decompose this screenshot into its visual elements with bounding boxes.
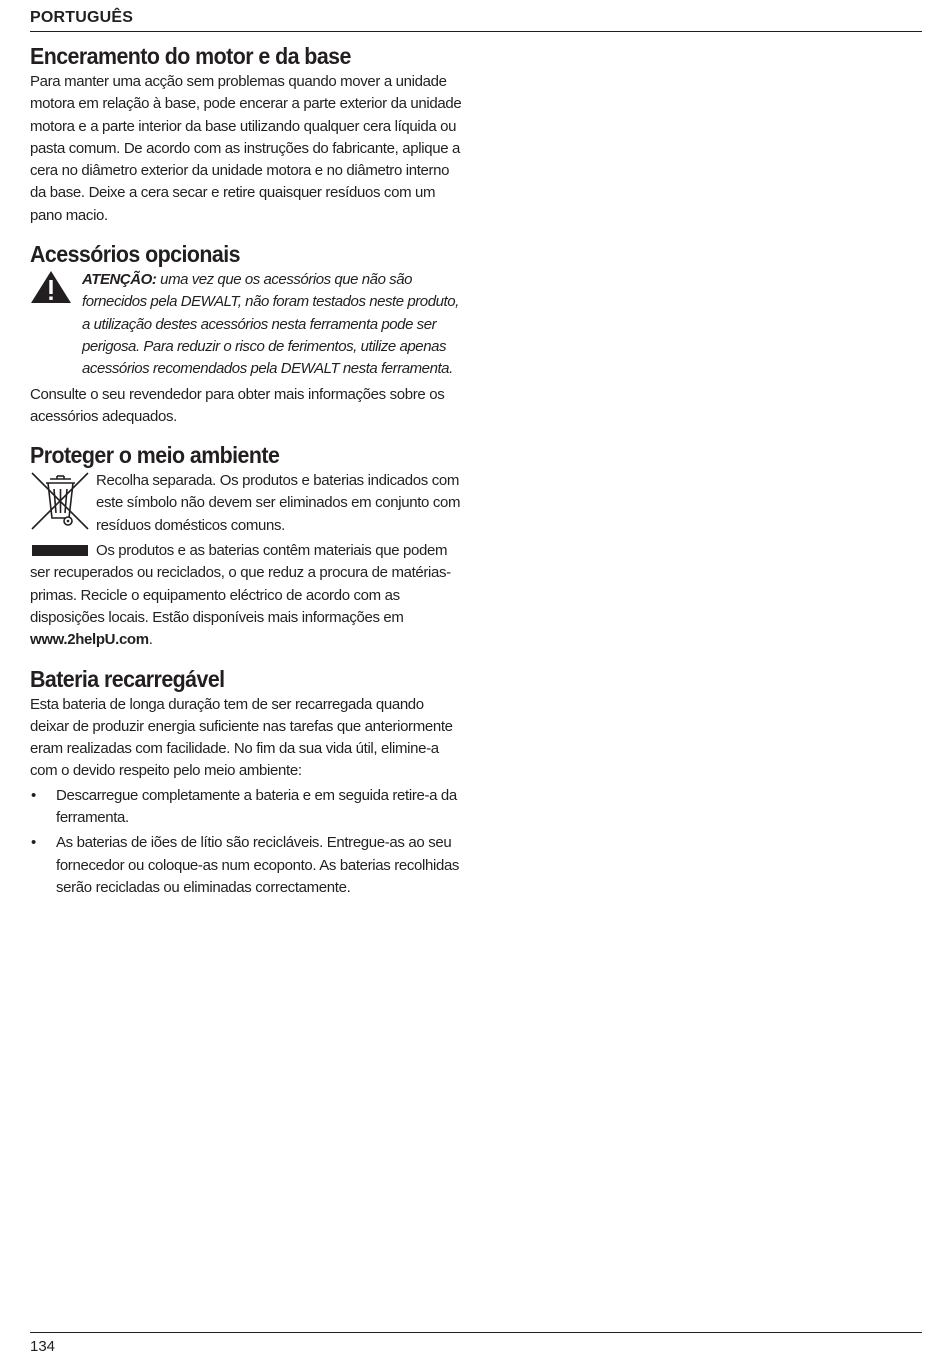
section-battery <box>30 664 462 900</box>
accessories-body: Consulte o seu revendedor para obter mais informações sobre os acessórios adequados. <box>30 385 445 425</box>
recycling-text: Os produtos e as baterias contêm materiais que podem ser recuperados ou reciclados, o que reduz a procura de matérias-primas. Recicle o equipamento eléctrico de acordo com as disposições locais. Estão disponíveis mais informações em <box>30 542 451 626</box>
section-environment <box>30 440 462 651</box>
crossed-out-wheelie-bin-icon <box>30 471 90 531</box>
separate-collection-text: Recolha separada. Os produtos e baterias indicados com este símbolo não devem ser eliminados em conjunto com resíduos domésticos comuns. <box>96 472 461 534</box>
section-title-waxing: Enceramento do motor e da base <box>30 43 351 69</box>
page-number: 134 <box>30 1338 56 1355</box>
section-title-environment: Proteger o meio ambiente <box>30 442 280 469</box>
bullet-mark: • <box>31 834 36 852</box>
battery-body: Esta bateria de longa duração tem de ser recarregada quando deixar de produzir energia suficiente nas tarefas que anteriormente eram realizadas com facilidade. No fim da sua vida útil, elimine-a com o devido respeito pelo meio ambiente: <box>30 695 453 780</box>
weee-bar-icon <box>32 545 88 556</box>
waxing-body: Para manter uma acção sem problemas quando mover a unidade motora em relação à base, pode encerar a parte exterior da unidade motora e a parte interior da base utilizando qualquer cera líquida ou pasta comum. De acordo com as instruções do fabricante, aplique a cera no diâmetro exterior da unidade motora e no diâmetro interno da base. Deixe a cera secar e retire quaisquer resíduos com um pano macio. <box>30 73 462 224</box>
section-title-accessories: Acessórios opcionais <box>30 241 240 268</box>
list-item-text: As baterias de iões de lítio são recicláveis. Entregue-as ao seu fornecedor ou coloque-as num ecoponto. As baterias recolhidas serão recicladas ou eliminadas correctamente. <box>56 834 460 896</box>
list-item <box>30 832 462 899</box>
warning-text: uma vez que os acessórios que não são fornecidos pela DEWALT, não foram testados neste produto, a utilização destes acessórios nesta ferramenta pode ser perigosa. Para reduzir o risco de ferimentos, utilize apenas acessórios recomendados pela DEWALT nesta ferramenta. <box>82 271 459 378</box>
warning-triangle-icon <box>30 270 72 304</box>
warning-block <box>30 269 462 380</box>
footer-rule <box>30 1332 922 1333</box>
help-link[interactable]: www.2helpU.com <box>30 631 149 649</box>
content-column <box>30 41 462 902</box>
warning-text-block <box>82 269 462 380</box>
bullet-mark: • <box>31 786 36 804</box>
section-accessories <box>30 239 462 428</box>
header-rule <box>30 31 922 32</box>
warning-label: ATENÇÃO: <box>82 271 157 289</box>
section-waxing <box>30 41 462 227</box>
section-title-battery: Bateria recarregável <box>30 665 225 692</box>
list-item <box>30 785 462 830</box>
link-suffix: . <box>148 631 153 649</box>
battery-bullet-list <box>30 785 462 899</box>
header-language: PORTUGUÊS <box>30 9 134 26</box>
separate-collection-block <box>30 470 462 537</box>
list-item-text: Descarregue completamente a bateria e em seguida retire-a da ferramenta. <box>56 786 457 827</box>
recycling-paragraph <box>30 540 462 651</box>
